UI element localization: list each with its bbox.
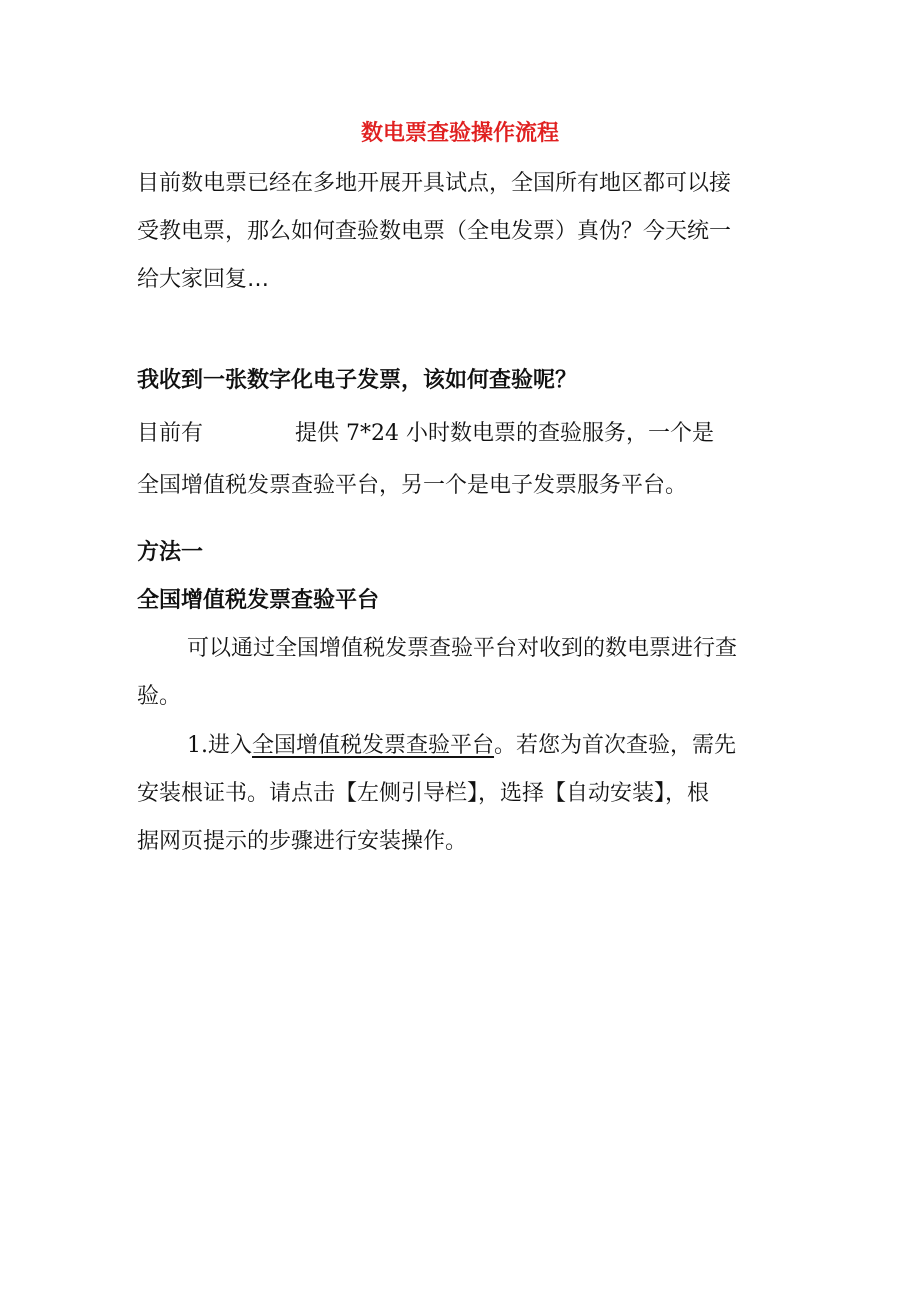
- intro-line-1: 目前数电票已经在多地开展开具试点，全国所有地区都可以接: [137, 171, 732, 196]
- verification-platform-link[interactable]: 全国增值税发票查验平台: [252, 733, 495, 758]
- step-prefix: 进入: [208, 733, 253, 758]
- method-paragraph-line-2: 验。: [137, 684, 182, 709]
- step-1-line-1: [187, 730, 837, 762]
- answer-line-1: [137, 418, 787, 450]
- step-number: 1.: [187, 733, 208, 758]
- step-1-line-2: 安装根证书。请点击【左侧引导栏】，选择【自动安装】，根: [137, 781, 710, 806]
- document-title: 数电票查验操作流程: [360, 121, 559, 146]
- method-heading: 方法一: [137, 540, 204, 565]
- service-hours: 7*24: [346, 421, 400, 446]
- answer-line-2: 全国增值税发票查验平台，另一个是电子发票服务平台。: [137, 473, 688, 498]
- intro-line-3: 给大家回复…: [137, 267, 270, 292]
- intro-line-2: 受教电票，那么如何查验数电票（全电发票）真伪？今天统一: [137, 219, 732, 244]
- method-paragraph-line-1: 可以通过全国增值税发票查验平台对收到的数电票进行查: [187, 636, 738, 661]
- answer-mid: 提供: [295, 421, 340, 446]
- answer-end: 小时数电票的查验服务，一个是: [406, 421, 715, 446]
- method-subheading: 全国增值税发票查验平台: [137, 588, 380, 613]
- answer-start: 目前有: [137, 421, 204, 446]
- step-rest: 。若您为首次查验，需先: [494, 733, 737, 758]
- question-heading: 我收到一张数字化电子发票，该如何查验呢？: [137, 368, 578, 393]
- step-1-line-3: 据网页提示的步骤进行安装操作。: [137, 829, 468, 854]
